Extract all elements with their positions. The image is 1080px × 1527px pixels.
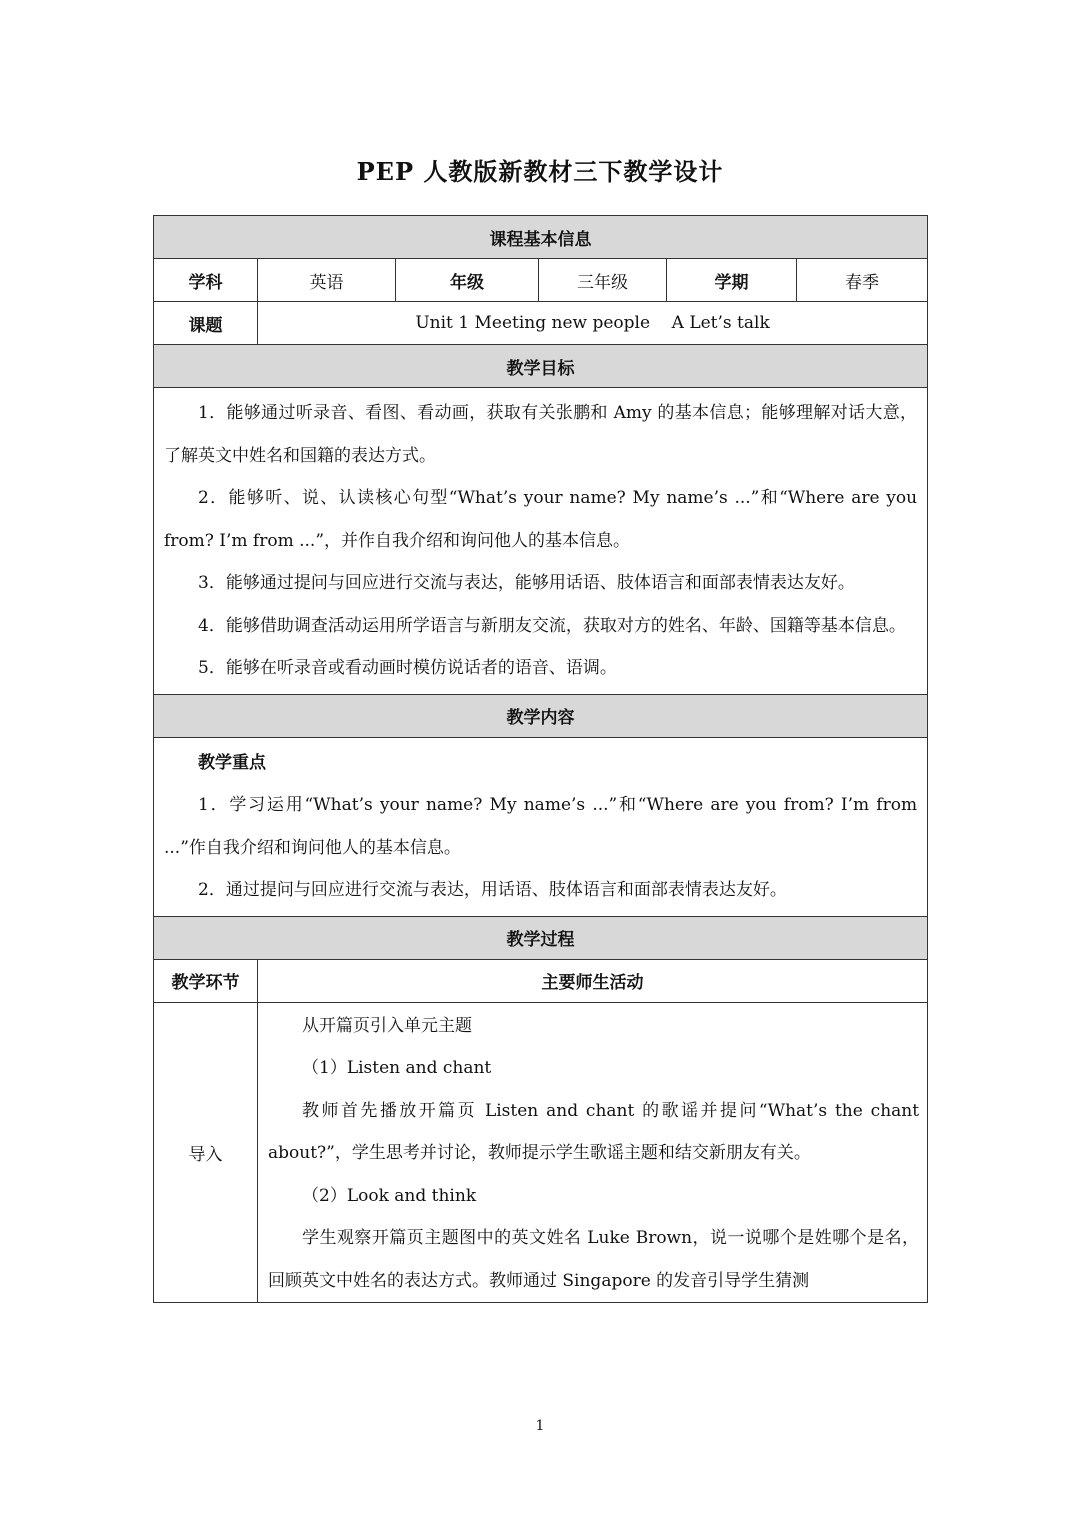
content-cell [154,737,928,916]
objective-item: 2．能够听、说、认读核心句型“What’s your name? My name’s ...”和“Where are you from? I’m from ...”，并作自我介绍和询问他人的基本信息。 [164,488,918,551]
objectives-cell [154,388,928,695]
topic-value: Unit 1 Meeting new people A Let’s talk [258,302,928,345]
grade-label: 年级 [396,259,539,302]
term-label: 学期 [667,259,797,302]
process-line: （1）Listen and chant [302,1058,492,1078]
subject-label: 学科 [154,259,258,302]
objective-item: 3．能够通过提问与回应进行交流与表达，能够用话语、肢体语言和面部表情表达友好。 [198,573,855,593]
process-col-activity: 主要师生活动 [258,959,928,1002]
section-header-objectives: 教学目标 [154,345,928,388]
process-line: 学生观察开篇页主题图中的英文姓名 Luke Brown，说一说哪个是姓哪个是名，回顾英文中姓名的表达方式。教师通过 Singapore 的发音引导学生猜测 [268,1228,920,1291]
objective-item: 5．能够在听录音或看动画时模仿说话者的语音、语调。 [198,658,617,678]
lesson-plan-table [153,215,928,1303]
process-activity-cell [258,1002,928,1303]
process-line: 从开篇页引入单元主题 [302,1015,472,1036]
process-col-stage: 教学环节 [154,959,258,1002]
key-point-item: 2．通过提问与回应进行交流与表达，用话语、肢体语言和面部表情表达友好。 [198,880,787,900]
process-line: （2）Look and think [302,1185,477,1206]
key-points-label: 教学重点 [198,752,266,773]
topic-label: 课题 [154,302,258,345]
process-stage: 导入 [154,1002,258,1303]
section-header-process: 教学过程 [154,916,928,959]
section-header-content: 教学内容 [154,694,928,737]
page-title: PEP 人教版新教材三下教学设计 [356,157,724,186]
grade-value: 三年级 [539,259,667,302]
section-header-basic-info: 课程基本信息 [154,216,928,259]
subject-value: 英语 [258,259,396,302]
page-number: 1 [535,1418,545,1434]
objective-item: 4．能够借助调查活动运用所学语言与新朋友交流，获取对方的姓名、年龄、国籍等基本信息。 [198,615,906,636]
process-line: 教师首先播放开篇页 Listen and chant 的歌谣并提问“What’s the chant about?”，学生思考并讨论，教师提示学生歌谣主题和结交新朋友有关。 [268,1100,920,1163]
term-value: 春季 [797,259,928,302]
key-point-item: 1．学习运用“What’s your name? My name’s ...”和“Where are you from? I’m from ...”作自我介绍和询问他人的基本信息。 [164,795,918,858]
objective-item: 1．能够通过听录音、看图、看动画，获取有关张鹏和 Amy 的基本信息；能够理解对话大意，了解英文中姓名和国籍的表达方式。 [164,403,918,466]
